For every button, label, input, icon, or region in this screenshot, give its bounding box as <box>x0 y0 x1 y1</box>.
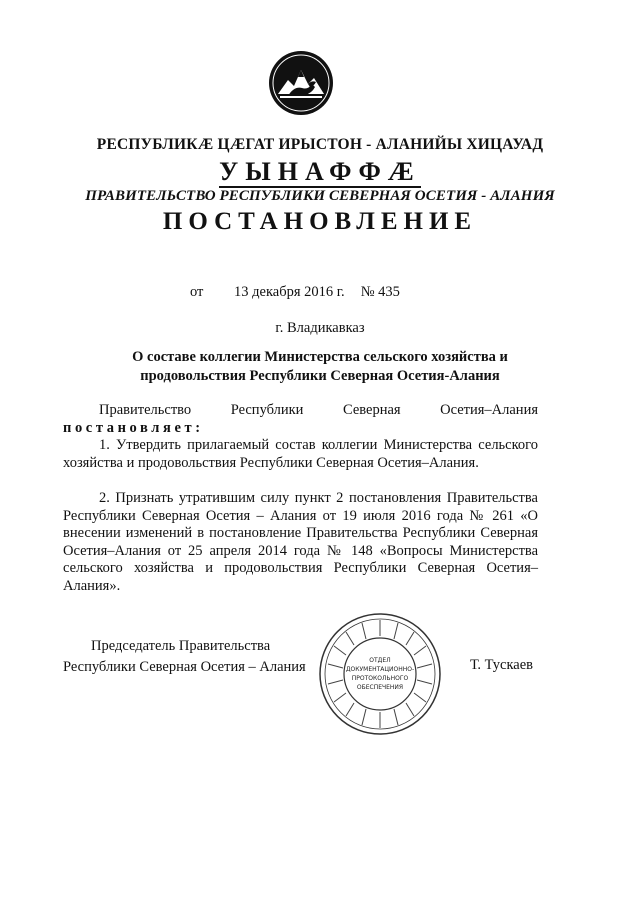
coat-of-arms-icon <box>268 50 334 116</box>
date-line <box>190 284 400 301</box>
document-date: 13 декабря 2016 г. <box>234 284 345 300</box>
signatory-position-line-2: Республики Северная Осетия – Алания <box>63 659 306 675</box>
document-city: г. Владикавказ <box>275 320 365 336</box>
russian-government-line: ПРАВИТЕЛЬСТВО РЕСПУБЛИКИ СЕВЕРНАЯ ОСЕТИЯ - АЛАНИЯ <box>85 188 555 204</box>
ossetian-document-type-text: УЫНАФФÆ <box>219 157 421 186</box>
official-stamp-icon <box>318 612 442 736</box>
stamp-line-2: ДОКУМЕНТАЦИОННО- <box>345 666 415 673</box>
document-title: О составе коллегии Министерства сельского хозяйства и продовольствия Республики Северная Осетия-Алания <box>132 349 508 384</box>
ossetian-government-line: РЕСПУБЛИКÆ ЦÆГАТ ИРЫСТОН - АЛАНИЙЫ ХИЦАУАД <box>96 136 544 153</box>
date-prefix: от <box>190 284 204 300</box>
ossetian-document-type <box>0 157 640 187</box>
body-item-2: 2. Признать утратившим силу пункт 2 постановления Правительства Республики Северная Осетия – Алания от 19 июля 2016 года № 261 «О внесении изменений в постановление Правительства Республики Северная Осетия–Алания от 25 апреля 2014 года № 148 «Вопросы Министерства сельского хозяйства и продовольствия Республики Северная Осетия–Алания». <box>63 490 538 594</box>
signatory-name: Т. Тускаев <box>470 657 534 673</box>
stamp-line-4: ОБЕСПЕЧЕНИЯ <box>356 684 404 691</box>
decree-word: постановляет: <box>63 420 204 436</box>
signatory-position <box>63 636 306 678</box>
body-intro <box>63 402 538 420</box>
body-item-1: 1. Утвердить прилагаемый состав коллегии Министерства сельского хозяйства и продовольствия Республики Северная Осетия–Алания. <box>63 437 538 471</box>
stamp-line-1: ОТДЕЛ <box>369 657 391 664</box>
body-intro-text: Правительство Республики Северная Осетия–Алания <box>99 402 538 418</box>
document-number: № 435 <box>360 284 400 300</box>
document-type-title: ПОСТАНОВЛЕНИЕ <box>162 208 478 235</box>
signatory-position-line-1: Председатель Правительства <box>91 638 271 654</box>
stamp-line-3: ПРОТОКОЛЬНОГО <box>351 675 409 682</box>
